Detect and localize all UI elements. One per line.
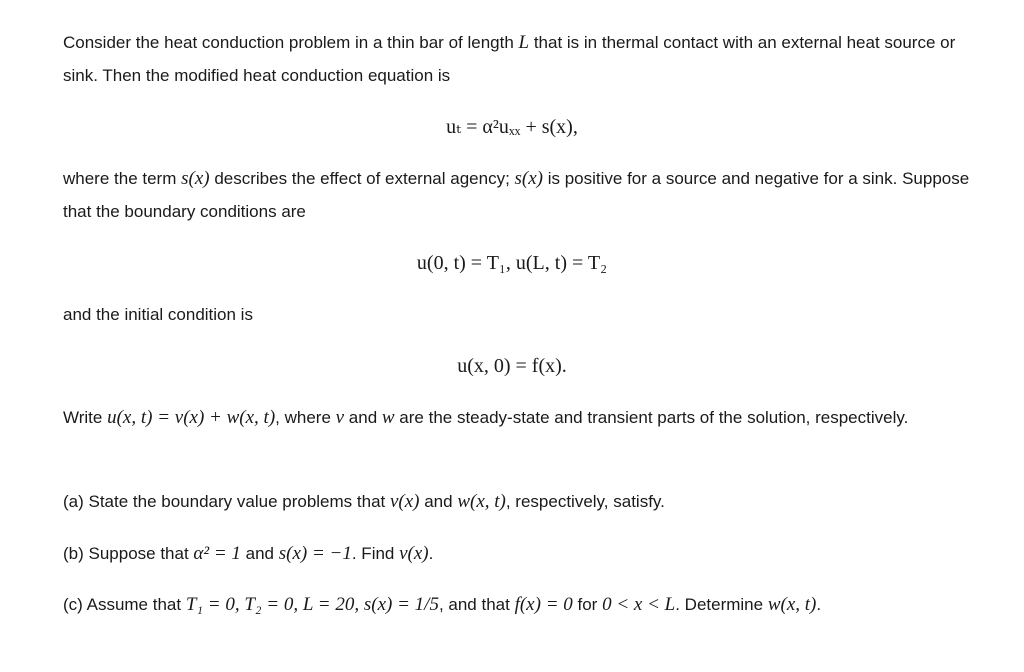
initial-condition-label: and the initial condition is: [63, 305, 253, 324]
source-paragraph: [63, 162, 973, 228]
math-s-of-x: s(x): [181, 168, 210, 189]
math-w-of-xt: w(x, t): [457, 491, 506, 512]
part-c-text-determine: . Determine: [675, 595, 768, 614]
decomposition-text-end: are the steady-state and transient parts of the solution, respectively.: [394, 408, 909, 427]
part-a: [63, 485, 973, 518]
decomposition-text-cont: , where: [275, 408, 336, 427]
source-text-end: is positive for a source and negative for a sink. Suppose that the boundary conditions are: [63, 169, 970, 221]
part-b: [63, 537, 973, 570]
part-b-text-find: . Find: [351, 544, 400, 563]
math-w: w: [381, 407, 395, 428]
math-decomposition: u(x, t) = v(x) + w(x, t): [107, 407, 276, 428]
math-v: v: [335, 407, 345, 428]
part-b-text-end: .: [428, 544, 434, 563]
part-b-text-and: and: [240, 544, 279, 563]
heat-equation: uₜ = α²uₓₓ + s(x),: [446, 116, 578, 138]
intro-text: Consider the heat conduction problem in a thin bar of length: [63, 33, 519, 52]
part-a-text-and: and: [419, 492, 458, 511]
part-c-text: (c) Assume that: [63, 595, 186, 614]
part-c-text-end: .: [816, 595, 822, 614]
decomposition-text: Write: [63, 408, 108, 427]
math-w-of-xt: w(x, t): [767, 594, 817, 615]
math-v-of-x: v(x): [389, 491, 420, 512]
math-v-of-x: v(x): [399, 543, 429, 564]
source-text-cont: describes the effect of external agency;: [209, 169, 515, 188]
math-parameters: T₁ = 0, T₂ = 0, L = 20, s(x) = 1/5: [185, 594, 439, 615]
source-text: where the term: [63, 169, 182, 188]
math-interval: 0 < x < L: [602, 594, 676, 615]
part-a-text: (a) State the boundary value problems that: [63, 492, 390, 511]
math-alpha-squared: α² = 1: [193, 543, 241, 564]
math-s-of-x: s(x): [514, 168, 543, 189]
math-f-of-x: f(x) = 0: [514, 594, 573, 615]
decomposition-text-and: and: [344, 408, 382, 427]
boundary-conditions: u(0, t) = T₁, u(L, t) = T₂: [416, 252, 608, 274]
part-a-text-end: , respectively, satisfy.: [505, 492, 665, 511]
intro-text-cont: that is in thermal contact with an external heat source or sink. Then the modified heat conduction equation is: [63, 33, 956, 85]
decomposition-paragraph: [63, 401, 973, 434]
math-L: L: [518, 32, 530, 53]
intro-paragraph: [63, 26, 973, 92]
part-c: [63, 588, 973, 621]
initial-condition-equation: u(x, 0) = f(x).: [457, 355, 567, 377]
part-b-text: (b) Suppose that: [63, 544, 194, 563]
part-c-text-cont: , and that: [438, 595, 515, 614]
math-s-value: s(x) = −1: [278, 543, 352, 564]
part-c-text-for: for: [572, 595, 603, 614]
